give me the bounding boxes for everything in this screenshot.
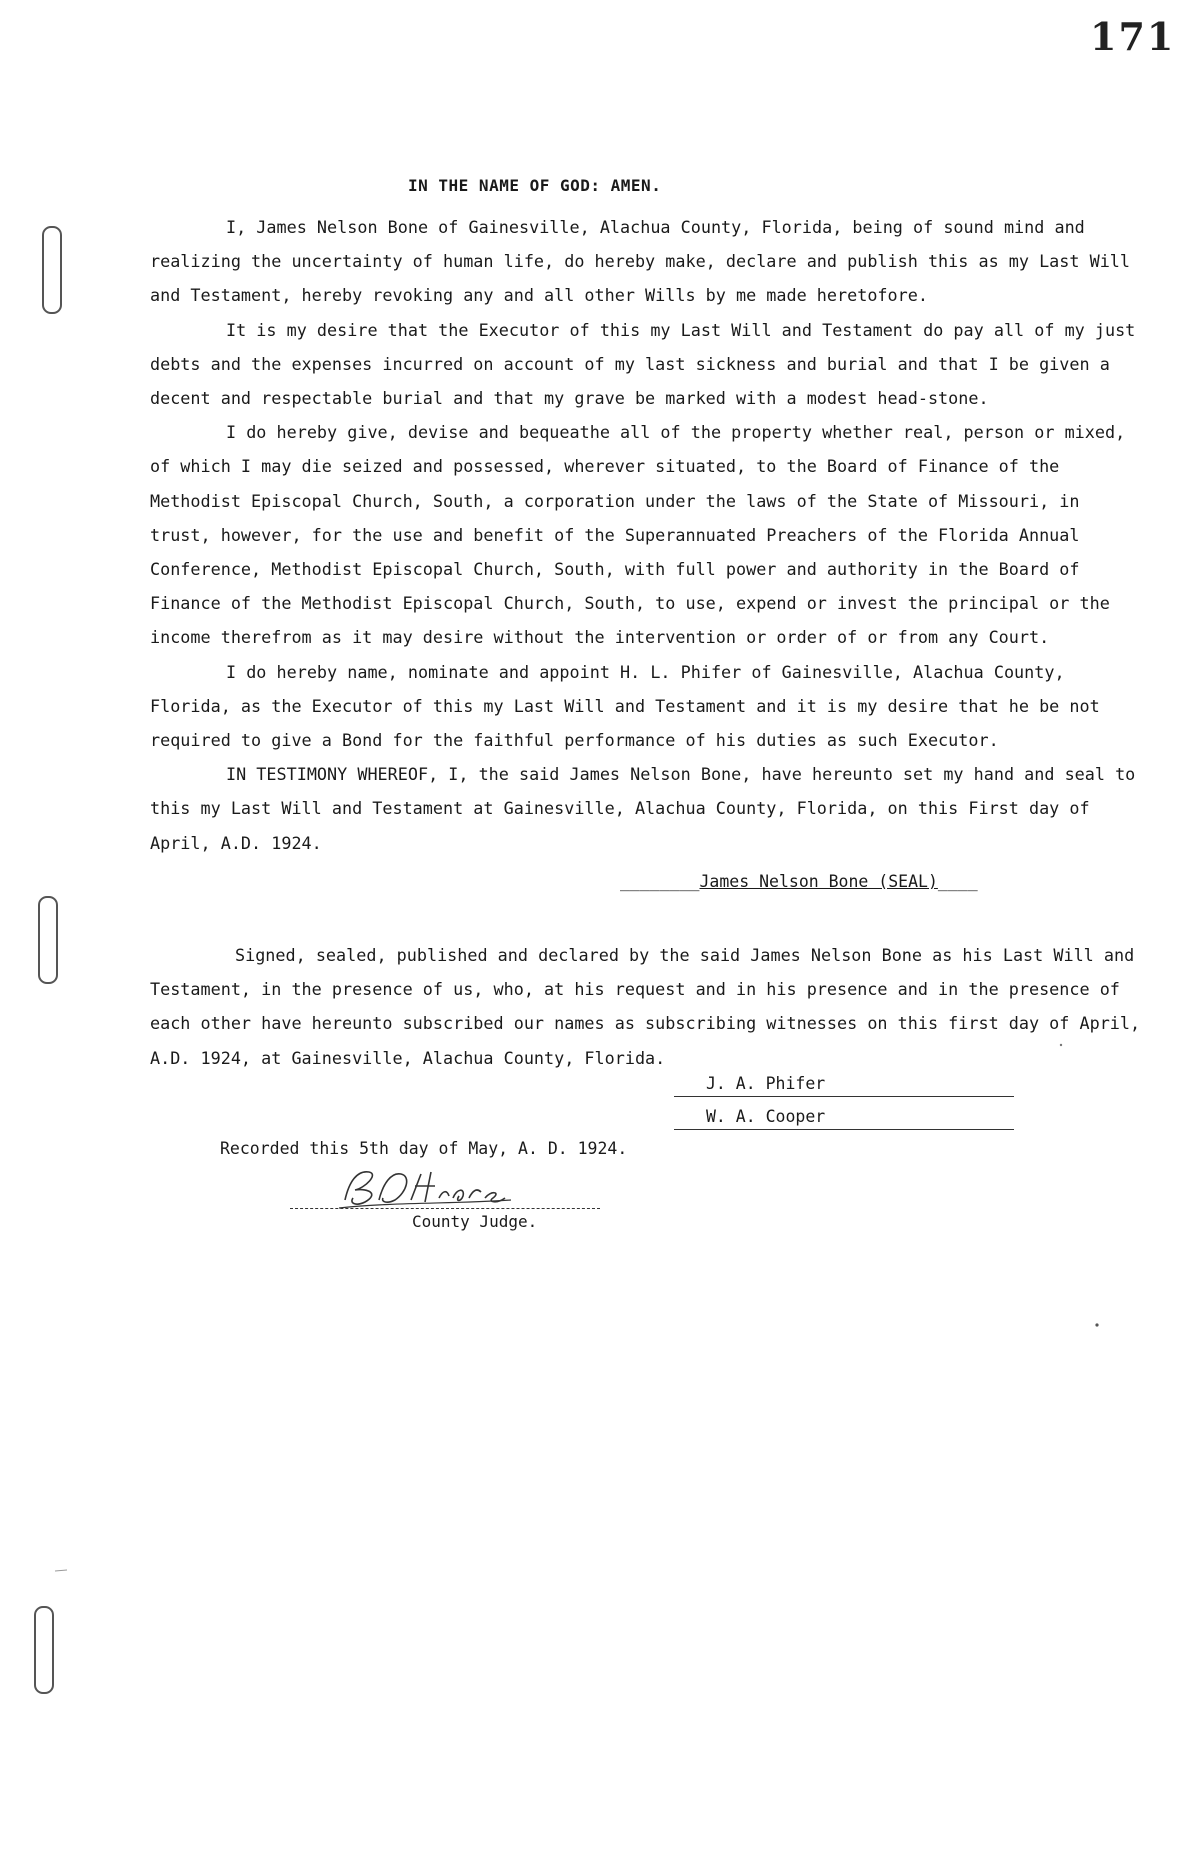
binder-hole-middle: [38, 896, 58, 984]
judge-title: County Judge.: [412, 1212, 538, 1231]
paragraph-executor: I do hereby name, nominate and appoint H. L. Phifer of Gainesville, Alachua County, Florida, as the Executor of this my Last Will and Testament and it is my desire that he be not required to give a Bond for the faithful performance of his duties as such Executor.: [150, 661, 1100, 751]
signature-dashes-right: ____: [937, 872, 978, 891]
page-number: 171: [1090, 14, 1176, 59]
judge-signature-line: [290, 1208, 600, 1209]
ink-speck: [1058, 1042, 1064, 1048]
recording-note: Recorded this 5th day of May, A. D. 1924.: [220, 1139, 628, 1158]
document-heading: IN THE NAME OF GOD: AMEN.: [408, 176, 662, 195]
ink-speck: [1094, 1322, 1100, 1328]
binder-hole-top: [42, 226, 62, 314]
binder-hole-bottom: [34, 1606, 54, 1694]
signature-dashes-left: ________: [620, 872, 700, 891]
witness-signature-1: J. A. Phifer: [674, 1073, 1014, 1097]
paragraph-testimony: IN TESTIMONY WHEREOF, I, the said James Nelson Bone, have hereunto set my hand and seal to this my Last Will and Testament at Gainesville, Alachua County, Florida, on this First day of April, A.D. 1924.: [150, 764, 1136, 853]
paragraph-bequest: I do hereby give, devise and bequeathe all of the property whether real, person or mixed, of which I may die seized and possessed, wherever situated, to the Board of Finance of the Methodist Episcopal Church, South, a corporation under the laws of the State of Missouri, in trust, however, for the use and benefit of the Superannuated Preachers of the Florida Annual Conference, Methodist Episcopal Church, South, with full power and authority in the Board of Finance of the Methodist Episcopal Church, South, to use, expend or invest the principal or the income therefrom as it may desire without the intervention or order of or from any Court.: [150, 422, 1126, 648]
will-body: [150, 210, 1150, 860]
testator-signature-block: [620, 872, 978, 891]
ink-speck: [54, 1566, 68, 1576]
witness-signature-2: W. A. Cooper: [674, 1106, 1014, 1130]
paragraph-debts: It is my desire that the Executor of this my Last Will and Testament do pay all of my just debts and the expenses incurred on account of my last sickness and burial and that I be given a decent and respectable burial and that my grave be marked with a modest head-stone.: [150, 319, 1136, 409]
attestation-clause: Signed, sealed, published and declared by the said James Nelson Bone as his Last Will and Testament, in the presence of us, who, at his request and in his presence and in the presence of each other have hereunto subscribed our names as subscribing witnesses on this first day of April, A.D. 1924, at Gainesville, Alachua County, Florida.: [150, 945, 1141, 1068]
paragraph-declaration: I, James Nelson Bone of Gainesville, Alachua County, Florida, being of sound mind and realizing the uncertainty of human life, do hereby make, declare and publish this as my Last Will and Testament, hereby revoking any and all other Wills by me made heretofore.: [150, 217, 1131, 306]
testator-signature: James Nelson Bone (SEAL): [699, 872, 938, 891]
judge-handwritten-signature: [335, 1162, 515, 1210]
